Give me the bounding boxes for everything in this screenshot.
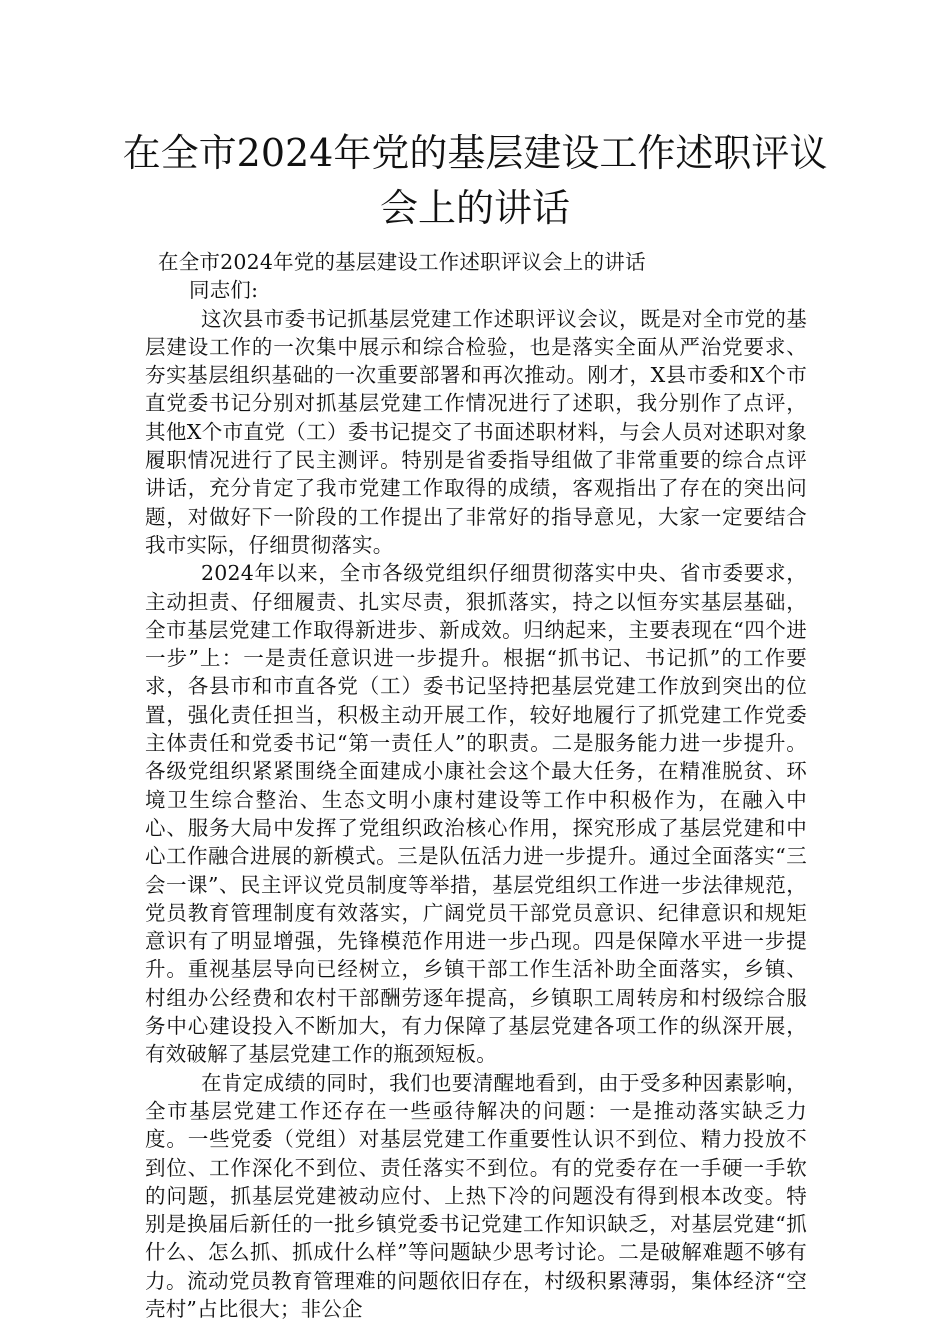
paragraph-3: 在肯定成绩的同时，我们也要清醒地看到，由于受多种因素影响，全市基层党建工作还存在一些亟待解决的问题：一是推动落实缺乏力度。一些党委（党组）对基层党建工作重要性认识不到位、精力投放不到位、工作深化不到位、责任落实不到位。有的党委存在一手硬一手软的问题，抓基层党建被动应付、上热下冷的问题没有得到根本改变。特别是换届后新任的一批乡镇党委书记党建工作知识缺乏，对基层党建“抓什么、怎么抓、抓成什么样”等问题缺少思考讨论。二是破解难题不够有力。流动党员教育管理难的问题依旧存在，村级积累薄弱，集体经济“空壳村”占比很大；非公企 — [145, 1070, 807, 1321]
document-title: 在全市2024年党的基层建设工作述职评议会上的讲话 — [122, 131, 828, 230]
paragraph-2: 2024年以来，全市各级党组织仔细贯彻落实中央、省市委要求，主动担责、仔细履责、扎实尽责，狠抓落实，持之以恒夯实基层基础，全市基层党建工作取得新进步、新成效。归纳起来，主要表现在“四个进一步”上：一是责任意识进一步提升。根据“抓书记、书记抓”的工作要求，各县市和市直各党（工）委书记坚持把基层党建工作放到突出的位置，强化责任担当，积极主动开展工作，较好地履行了抓党建工作党委主体责任和党委书记“第一责任人”的职责。二是服务能力进一步提升。各级党组织紧紧围绕全面建成小康社会这个最大任务，在精准脱贫、环境卫生综合整治、生态文明小康村建设等工作中积极作为，在融入中心、服务大局中发挥了党组织政治核心作用，探究形成了基层党建和中心工作融合进展的新模式。三是队伍活力进一步提升。通过全面落实“三会一课”、民主评议党员制度等举措，基层党组织工作进一步法律规范，党员教育管理制度有效落实，广阔党员干部党员意识、纪律意识和规矩意识有了明显增强，先锋模范作用进一步凸现。四是保障水平进一步提升。重视基层导向已经树立，乡镇干部工作生活补助全面落实，乡镇、村组办公经费和农村干部酬劳逐年提高，乡镇职工周转房和村级综合服务中心建设投入不断加大，有力保障了基层党建各项工作的纵深开展，有效破解了基层党建工作的瓶颈短板。 — [145, 561, 807, 1067]
document-body — [145, 248, 807, 1323]
paragraph-1: 这次县市委书记抓基层党建工作述职评议会议，既是对全市党的基层建设工作的一次集中展示和综合检验，也是落实全面从严治党要求、夯实基层组织基础的一次重要部署和再次推动。刚才，X县市委和X个市直党委书记分别对抓基层党建工作情况进行了述职，我分别作了点评，其他X个市直党（工）委书记提交了书面述职材料，与会人员对述职对象履职情况进行了民主测评。特别是省委指导组做了非常重要的综合点评讲话，充分肯定了我市党建工作取得的成绩，客观指出了存在的突出问题，对做好下一阶段的工作提出了非常好的指导意见，大家一定要结合我市实际，仔细贯彻落实。 — [145, 306, 807, 557]
salutation: 同志们: — [189, 278, 259, 303]
document-subtitle: 在全市2024年党的基层建设工作述职评议会上的讲话 — [158, 250, 646, 274]
